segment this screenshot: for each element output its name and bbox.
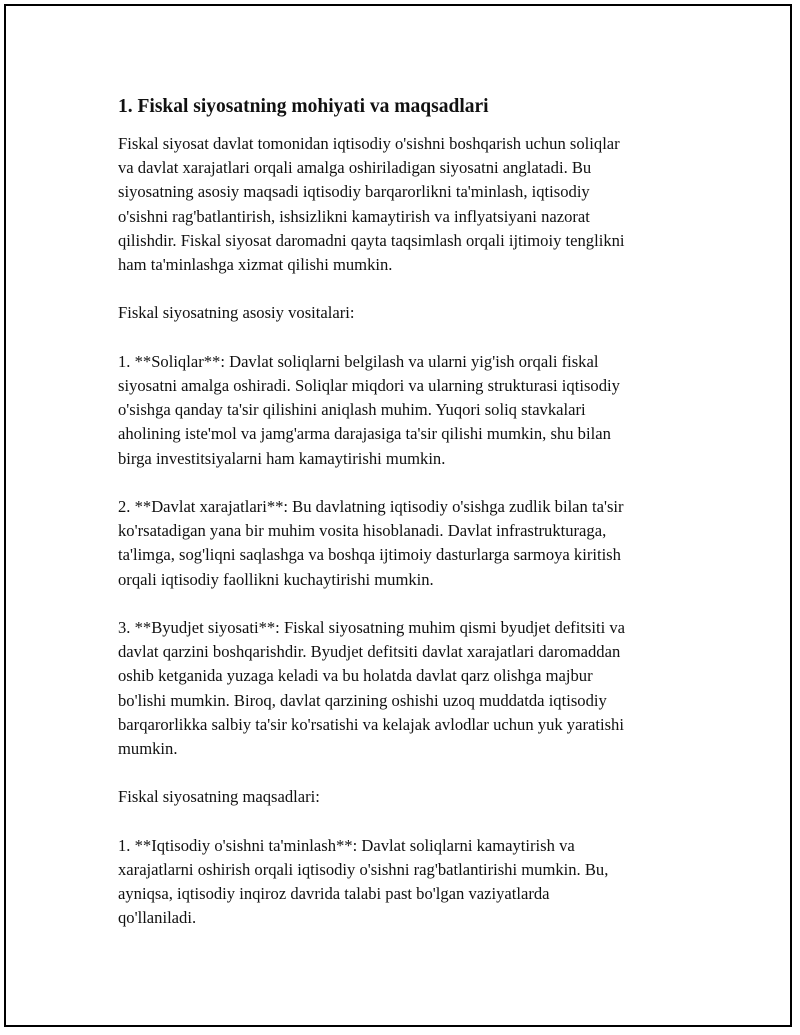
text-line: qo'llaniladi. xyxy=(118,908,197,928)
paragraph-budget-policy xyxy=(118,616,688,761)
text-line: Fiskal siyosat davlat tomonidan iqtisodiy o'sishni boshqarish uchun soliqlar xyxy=(118,134,620,153)
text-line: aholining iste'mol va jamg'arma darajasiga ta'sir qilishi mumkin, shu bilan xyxy=(118,424,611,444)
text-line: mumkin. xyxy=(118,739,178,759)
text-line: Fiskal siyosatning maqsadlari: xyxy=(118,787,320,807)
paragraph-taxes xyxy=(118,350,688,471)
paragraph-government-spending xyxy=(118,495,688,592)
paragraph-tools-heading xyxy=(118,301,688,325)
text-line: qilishdir. Fiskal siyosat daromadni qayta taqsimlash orqali ijtimoiy tenglikni xyxy=(118,230,625,250)
text-line: va davlat xarajatlari orqali amalga oshiriladigan siyosatni anglatadi. Bu xyxy=(118,158,592,178)
text-line: birga investitsiyalarni ham kamaytirishi mumkin. xyxy=(118,448,446,468)
text-line: o'sishga qanday ta'sir qilishini aniqlash muhim. Yuqori soliq stavkalari xyxy=(118,400,586,420)
text-line: bo'lishi mumkin. Biroq, davlat qarzining oshishi uzoq muddatda iqtisodiy xyxy=(118,690,607,710)
text-line: ayniqsa, iqtisodiy inqiroz davrida talabi past bo'lgan vaziyatlarda xyxy=(118,884,550,904)
text-line: 1. **Soliqlar**: Davlat soliqlarni belgilash va ularni yig'ish orqali fiskal xyxy=(118,351,599,371)
paragraph-intro xyxy=(118,132,688,277)
document-body xyxy=(118,94,688,955)
text-line: ham ta'minlashga xizmat qilishi mumkin. xyxy=(118,255,393,275)
text-line: davlat qarzini boshqarishdir. Byudjet defitsiti davlat xarajatlari daromaddan xyxy=(118,642,621,662)
text-line: o'sishni rag'batlantirish, ishsizlikni kamaytirish va inflyatsiyani nazorat xyxy=(118,206,590,226)
text-line: 1. **Iqtisodiy o'sishni ta'minlash**: Davlat soliqlarni kamaytirish va xyxy=(118,835,575,855)
text-line: 2. **Davlat xarajatlari**: Bu davlatning iqtisodiy o'sishga zudlik bilan ta'sir xyxy=(118,497,624,516)
text-line: ko'rsatadigan yana bir muhim vosita hisoblanadi. Davlat infrastrukturaga, xyxy=(118,521,607,541)
paragraph-economic-growth xyxy=(118,834,688,931)
text-line: ta'limga, sog'liqni saqlashga va boshqa ijtimoiy dasturlarga sarmoya kiritish xyxy=(118,545,621,565)
text-line: xarajatlarni oshirish orqali iqtisodiy o'sishni rag'batlantirishi mumkin. Bu, xyxy=(118,860,609,879)
paragraph-goals-heading xyxy=(118,785,688,809)
text-line: Fiskal siyosatning asosiy vositalari: xyxy=(118,303,355,323)
text-line: 3. **Byudjet siyosati**: Fiskal siyosatning muhim qismi byudjet defitsiti va xyxy=(118,618,626,637)
text-line: oshib ketganida yuzaga keladi va bu holatda davlat qarz olishga majbur xyxy=(118,666,593,686)
text-line: siyosatni amalga oshiradi. Soliqlar miqdori va ularning strukturasi iqtisodiy xyxy=(118,376,620,395)
text-line: barqarorlikka salbiy ta'sir ko'rsatishi va kelajak avlodlar uchun yuk yaratishi xyxy=(118,714,624,734)
text-line: orqali iqtisodiy faollikni kuchaytirishi mumkin. xyxy=(118,569,434,589)
document-title: 1. Fiskal siyosatning mohiyati va maqsadlari xyxy=(118,96,489,117)
text-line: siyosatning asosiy maqsadi iqtisodiy barqarorlikni ta'minlash, iqtisodiy xyxy=(118,182,590,202)
